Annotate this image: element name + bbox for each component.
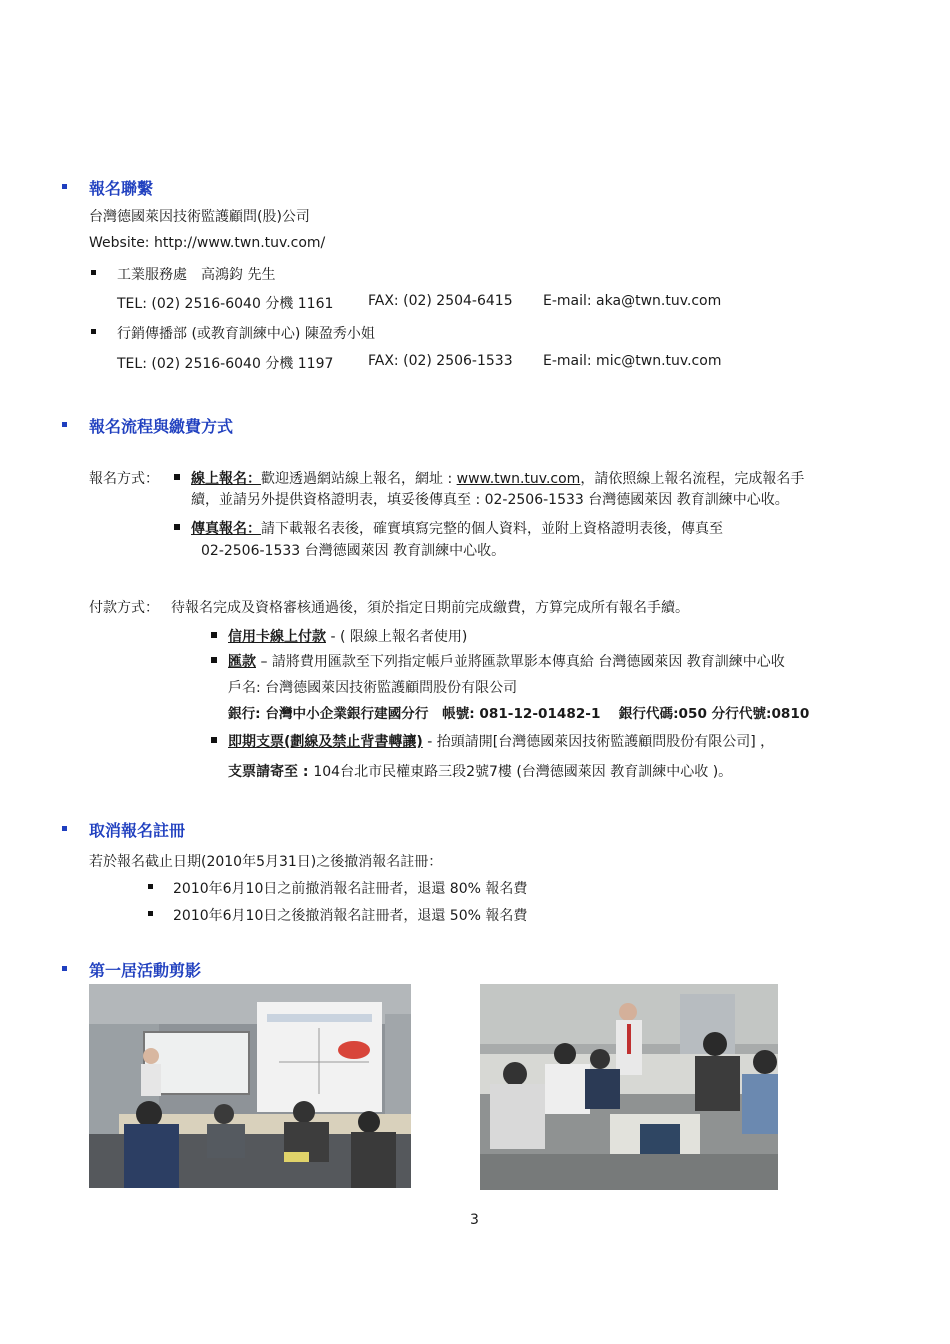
person2-fax: FAX: (02) 2506-1533 — [368, 353, 513, 369]
person1-fax: FAX: (02) 2504-6415 — [368, 293, 513, 309]
section-bullet-icon — [62, 826, 67, 831]
fax-text-line2: 02-2506-1533 台灣德國萊因 教育訓練中心收。 — [201, 543, 506, 559]
check-mail-line — [228, 761, 732, 781]
list-bullet-icon — [174, 524, 180, 530]
list-bullet-icon — [148, 884, 153, 889]
contact-person-2: 行銷傳播部 (或教育訓練中心) 陳盈秀小姐 — [117, 326, 375, 342]
list-bullet-icon — [148, 911, 153, 916]
bank-details: 銀行: 台灣中小企業銀行建國分行 帳號: 081-12-01482-1 銀行代碼:050 分行代號:0810 — [228, 706, 810, 722]
person2-email[interactable]: E-mail: mic@twn.tuv.com — [543, 353, 722, 369]
cancel-item: 2010年6月10日之前撤消報名註冊者，退還 80% 報名費 — [173, 881, 528, 897]
list-bullet-icon — [91, 329, 96, 334]
credit-card-line — [228, 626, 467, 646]
credit-title: 信用卡線上付款 — [228, 629, 326, 645]
person1-email[interactable]: E-mail: aka@twn.tuv.com — [543, 293, 722, 309]
list-bullet-icon — [211, 737, 217, 743]
list-bullet-icon — [211, 657, 217, 663]
method-label: 報名方式： — [89, 471, 159, 487]
event-photo-classroom — [89, 984, 411, 1188]
website-line: Website: http://www.twn.tuv.com/ — [89, 235, 326, 251]
online-text-line2: 續，並請另外提供資格證明表，填妥後傳真至 : 02-2506-1533 台灣德國萊因 教育訓練中心收。 — [191, 492, 789, 508]
process-heading: 報名流程與繳費方式 — [89, 417, 234, 436]
list-bullet-icon — [211, 632, 217, 638]
payment-label: 付款方式： — [89, 600, 159, 616]
section-bullet-icon — [62, 422, 67, 427]
person1-tel: TEL: (02) 2516-6040 分機 1161 — [117, 296, 334, 312]
online-title: 線上報名： — [191, 471, 261, 487]
check-title: 即期支票(劃線及禁止背書轉讓) — [228, 734, 423, 750]
gallery-heading: 第一居活動剪影 — [89, 961, 202, 980]
cancel-intro: 若於報名截止日期(2010年5月31日)之後撤消報名註冊： — [89, 854, 443, 870]
credit-text: - ( 限線上報名者使用) — [326, 629, 468, 645]
list-bullet-icon — [174, 474, 180, 480]
section-bullet-icon — [62, 184, 67, 189]
company-name: 台灣德國萊因技術監護顧問(股)公司 — [89, 209, 310, 225]
online-registration-line — [191, 468, 804, 488]
contact-heading: 報名聯繫 — [89, 179, 154, 198]
online-text: 歡迎透過網站線上報名，網址 : — [261, 471, 457, 487]
remittance-line — [228, 651, 785, 671]
payment-intro: 待報名完成及資格審核通過後，須於指定日期前完成繳費，方算完成所有報名手續。 — [171, 600, 689, 616]
list-bullet-icon — [91, 270, 96, 275]
event-photo-discussion — [480, 984, 778, 1190]
check-mail-label: 支票請寄至 : — [228, 764, 314, 780]
contact-person-1: 工業服務處 高鴻鈞 先生 — [117, 267, 276, 283]
remit-text: – 請將費用匯款至下列指定帳戶並將匯款單影本傳真給 台灣德國萊因 教育訓練中心收 — [256, 654, 785, 670]
fax-title: 傳真報名： — [191, 521, 261, 537]
person2-tel: TEL: (02) 2516-6040 分機 1197 — [117, 356, 334, 372]
remit-title: 匯款 — [228, 654, 256, 670]
account-name: 戶名: 台灣德國萊因技術監護顧問股份有限公司 — [228, 680, 518, 696]
fax-registration-line — [191, 518, 723, 538]
check-text: - 抬頭請開[台灣德國萊因技術監護顧問股份有限公司] ， — [422, 734, 775, 750]
cancel-item: 2010年6月10日之後撤消報名註冊者，退還 50% 報名費 — [173, 908, 528, 924]
website-link[interactable]: www.twn.tuv.com — [456, 471, 581, 487]
cancel-heading: 取消報名註冊 — [89, 821, 186, 840]
fax-text: 請下載報名表後，確實填寫完整的個人資料，並附上資格證明表後，傳真至 — [261, 521, 723, 537]
online-text-cont: ，請依照線上報名流程，完成報名手 — [580, 471, 805, 487]
page-number: 3 — [470, 1212, 479, 1228]
check-mail-address: 104台北市民權東路三段2號7樓 (台灣德國萊因 教育訓練中心收 )。 — [313, 764, 733, 780]
section-bullet-icon — [62, 966, 67, 971]
check-line — [228, 731, 774, 751]
